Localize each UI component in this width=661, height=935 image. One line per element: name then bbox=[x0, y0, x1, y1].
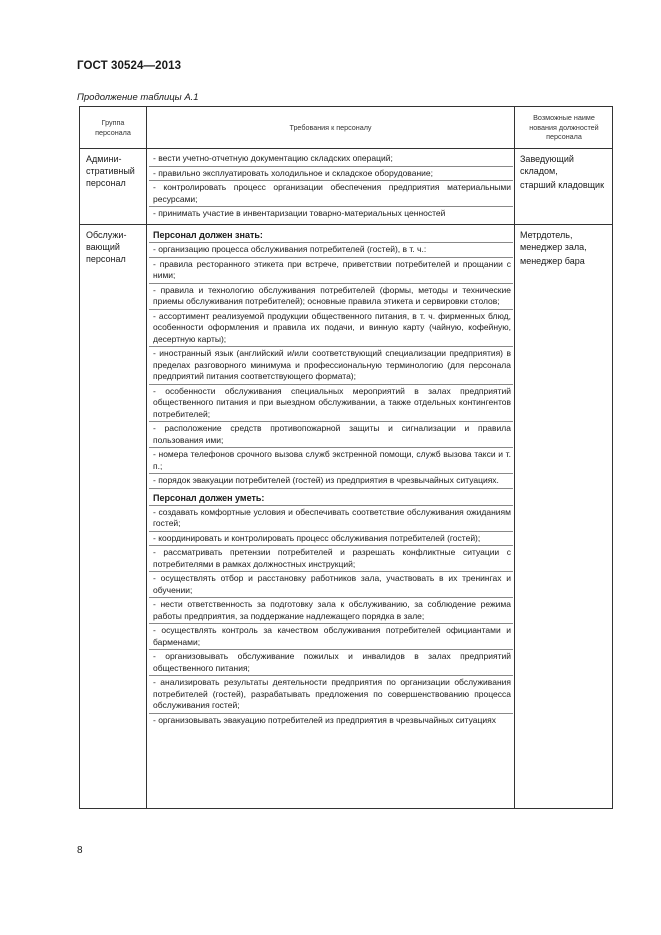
column-divider bbox=[514, 107, 515, 808]
requirement-item: - порядок эвакуации потребителей (гостей) из предприятия в чрезвычайных ситуациях. bbox=[149, 473, 513, 488]
requirement-item: - номера телефонов срочного вызова служб экстренной помощи, служб вызова такси и т. п.; bbox=[149, 447, 513, 473]
position-item: менеджер бара bbox=[520, 256, 585, 266]
requirements-table bbox=[79, 106, 613, 809]
header-positions: Возможные наиме нования должностей персонала bbox=[529, 113, 599, 142]
requirement-item: - правила и технологию обслуживания потребителей (формы, методы и технические приемы обслуживания потребителей); основные правила этикета и сервировки столов; bbox=[149, 283, 513, 309]
requirements-service bbox=[149, 228, 513, 727]
requirement-item: - правильно эксплуатировать холодильное и складское оборудование; bbox=[149, 166, 513, 181]
requirement-item: - создавать комфортные условия и обеспечивать соответствие обслуживания ожиданиям гостей; bbox=[149, 505, 513, 531]
position-item: Заведующий складом, bbox=[520, 154, 574, 176]
requirement-item: - организовывать обслуживание пожилых и инвалидов в залах предприятий общественного питания; bbox=[149, 649, 513, 675]
header-requirements: Требования к персоналу bbox=[289, 122, 372, 132]
requirement-item: - организовывать эвакуацию потребителей из предприятия в чрезвычайных ситуациях bbox=[149, 713, 513, 728]
table-caption: Продолжение таблицы А.1 bbox=[77, 92, 199, 103]
requirement-item: - координировать и контролировать процесс обслуживания потребителей (гостей); bbox=[149, 531, 513, 546]
position-item: старший кладовщик bbox=[520, 180, 605, 190]
requirement-item: - принимать участие в инвентаризации товарно-материальных ценностей bbox=[149, 206, 513, 221]
requirement-item: - особенности обслуживания специальных мероприятий в залах предприятий общественного питания и при выездном обслуживании, а также отдельных контингентов потребителей; bbox=[149, 384, 513, 422]
requirement-item: - нести ответственность за подготовку зала к обслуживанию, за соблюдение режима работы предприятия, за поддержание надлежащего порядка в зале; bbox=[149, 597, 513, 623]
section-heading-know: Персонал должен знать: bbox=[153, 230, 263, 240]
positions-administrative bbox=[520, 153, 606, 191]
header-group: Группа персонала bbox=[95, 118, 131, 137]
row-divider bbox=[80, 224, 612, 225]
requirement-item: - правила ресторанного этикета при встрече, приветствии потребителей и прощании с ними; bbox=[149, 257, 513, 283]
group-service: Обслужи-вающий персонал bbox=[86, 230, 127, 264]
requirement-item: - ассортимент реализуемой продукции общественного питания, в т. ч. фирменных блюд, особенности оформления и правила их подачи, и винную карту (чайную, кофейную, десертную карты); bbox=[149, 309, 513, 347]
requirement-item: - осуществлять отбор и расстановку работников зала, участвовать в их тренингах и обучении; bbox=[149, 571, 513, 597]
requirement-item: - иностранный язык (английский и/или соответствующий специализации предприятия) в пределах разговорного минимума и профессиональную терминологию (для персонала предприятий питания соответствующего формата); bbox=[149, 346, 513, 384]
requirements-administrative bbox=[149, 152, 513, 221]
requirement-item: - рассматривать претензии потребителей и разрешать конфликтные ситуации с потребителями в рамках должностных инструкций; bbox=[149, 545, 513, 571]
section-heading-able: Персонал должен уметь: bbox=[149, 488, 513, 505]
requirement-item: - организацию процесса обслуживания потребителей (гостей), в т. ч.: bbox=[149, 242, 513, 257]
group-administrative: Админи-стративный персонал bbox=[86, 154, 135, 188]
document-standard-title: ГОСТ 30524—2013 bbox=[77, 60, 182, 72]
requirement-item: - расположение средств противопожарной защиты и сигнализации и правила пользования ими; bbox=[149, 421, 513, 447]
requirement-item: - анализировать результаты деятельности предприятия по организации обслуживания потребителей (гостей), разрабатывать предложения по совершенствованию процесса обслуживания гостей; bbox=[149, 675, 513, 713]
positions-service bbox=[520, 229, 610, 267]
position-item: Метрдотель, менеджер зала, bbox=[520, 230, 587, 252]
requirement-item: - вести учетно-отчетную документацию складских операций; bbox=[153, 153, 393, 163]
requirement-item: - контролировать процесс организации обеспечения предприятия материальными ресурсами; bbox=[149, 180, 513, 206]
column-divider bbox=[146, 107, 147, 808]
requirement-item: - осуществлять контроль за качеством обслуживания потребителей официантами и барменами; bbox=[149, 623, 513, 649]
page-number: 8 bbox=[77, 845, 83, 856]
header-divider bbox=[80, 148, 612, 149]
